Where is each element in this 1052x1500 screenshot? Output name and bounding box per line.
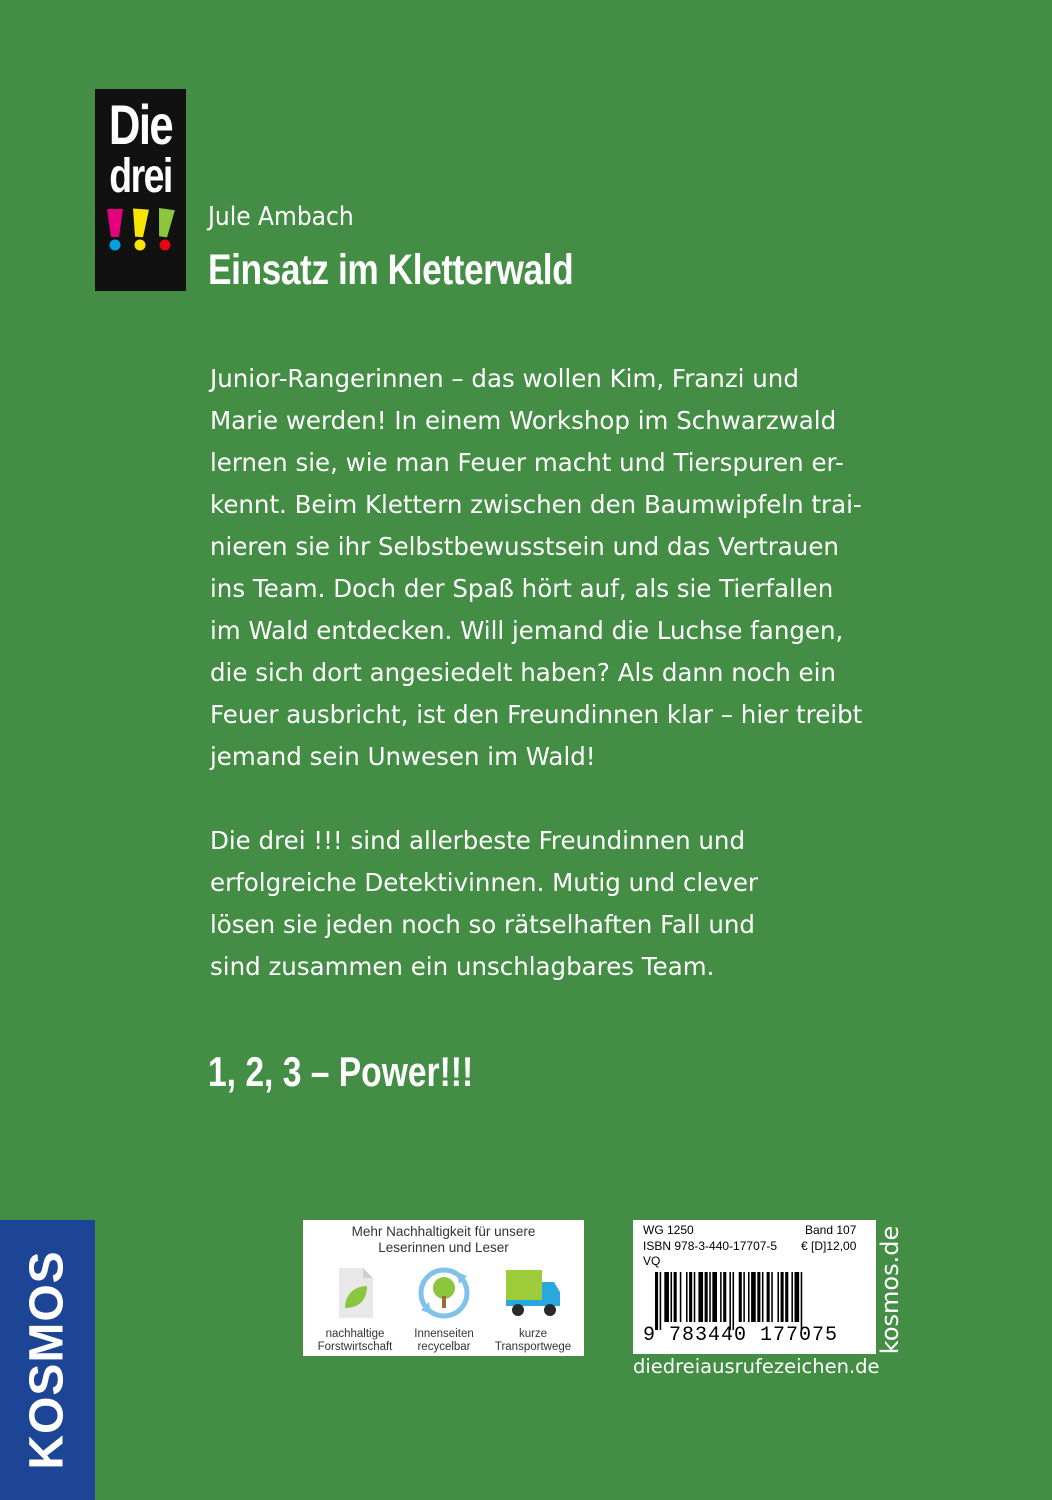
barcode-bar [664, 1272, 669, 1322]
barcode-bar [743, 1272, 745, 1322]
publisher-site: kosmos.de [876, 1225, 904, 1355]
barcode-bar [748, 1272, 750, 1322]
sustainability-item: Innenseiten recycelbar [398, 1266, 490, 1354]
sustainability-item: nachhaltige Forstwirtschaft [309, 1266, 401, 1354]
blurb-line: lernen sie, wie man Feuer macht und Tierspuren er- [210, 448, 844, 477]
sustainability-box [303, 1220, 584, 1356]
barcode-bar [767, 1272, 770, 1322]
barcode-bar [795, 1272, 800, 1322]
barcode-bar [698, 1272, 703, 1322]
barcode-bar [709, 1272, 711, 1322]
barcode-bar [720, 1272, 722, 1322]
blurb-line: nieren sie ihr Selbstbewusstsein und das Vertrauen [210, 532, 839, 561]
series-logo [95, 89, 186, 291]
barcode-bar [723, 1272, 726, 1322]
barcode-bar [686, 1272, 688, 1322]
barcode-bar [694, 1272, 696, 1322]
barcode-bar [757, 1272, 760, 1322]
barcode-bar [729, 1272, 731, 1330]
wg-code: WG 1250 [643, 1223, 694, 1237]
logo-word-die: Die [108, 93, 173, 156]
leaf-paper-icon [335, 1266, 375, 1320]
barcode-bar [671, 1272, 673, 1322]
barcode-bar [762, 1272, 764, 1322]
isbn: ISBN 978-3-440-17707-5 [643, 1239, 778, 1253]
series-paragraph [210, 820, 910, 988]
series-line: lösen sie jeden noch so rätselhaften Fall und [210, 910, 755, 939]
barcode-digits: 9 783440 177075 [643, 1324, 839, 1347]
barcode-bar [712, 1272, 717, 1322]
recycle-tree-icon [417, 1266, 471, 1320]
barcode-bar [739, 1272, 742, 1322]
publisher-name: KOSMOS [20, 1250, 74, 1470]
slogan: 1, 2, 3 – Power!!! [208, 1048, 474, 1095]
barcode-bars [655, 1272, 865, 1330]
barcode-bar [660, 1272, 662, 1330]
author-name: Jule Ambach [208, 202, 354, 232]
series-line: sind zusammen ein unschlagbares Team. [210, 952, 715, 981]
barcode-box [633, 1220, 876, 1354]
book-title: Einsatz im Kletterwald [208, 246, 574, 294]
blurb-line: im Wald entdecken. Will jemand die Luchse fangen, [210, 616, 844, 645]
price: € [D]12,00 [801, 1239, 857, 1253]
sustainability-item: kurze Transportwege [487, 1266, 579, 1354]
sustainability-heading: Mehr Nachhaltigkeit für unsere Leserinnen und Leser [351, 1224, 536, 1255]
barcode-bar [771, 1272, 773, 1322]
blurb-line: ins Team. Doch der Spaß hört auf, als sie Tierfallen [210, 574, 834, 603]
vq-code: VQ [643, 1254, 661, 1268]
barcode-bar [777, 1272, 779, 1322]
barcode-bar [751, 1272, 756, 1322]
exclamation-marks-icon [105, 207, 177, 251]
website-url: diedreiausrufezeichen.de [633, 1355, 880, 1378]
barcode-bar [781, 1272, 784, 1322]
series-line: Die drei !!! sind allerbeste Freundinnen und [210, 826, 745, 855]
blurb-line: Junior-Rangerinnen – das wollen Kim, Franzi und [210, 364, 799, 393]
barcode-bar [689, 1272, 692, 1322]
barcode-bar [674, 1272, 677, 1322]
barcode-bar [801, 1272, 803, 1330]
barcode-bar [655, 1272, 658, 1330]
publisher-logo [0, 1220, 95, 1500]
blurb-line: Marie werden! In einem Workshop im Schwarzwald [210, 406, 837, 435]
barcode-bar [705, 1272, 708, 1322]
barcode-bar [733, 1272, 735, 1330]
blurb-line: jemand sein Unwesen im Wald! [210, 742, 596, 771]
blurb-line: kennt. Beim Klettern zwischen den Baumwipfeln trai- [210, 490, 862, 519]
barcode-bar [791, 1272, 793, 1322]
barcode-bar [680, 1272, 682, 1322]
barcode-bar [785, 1272, 788, 1322]
volume-number: Band 107 [805, 1223, 857, 1237]
blurb-line: Feuer ausbricht, ist den Freundinnen klar – hier treibt [210, 700, 863, 729]
logo-word-drei: drei [109, 150, 172, 203]
truck-icon [504, 1266, 562, 1320]
blurb-line: die sich dort angesiedelt haben? Als dann noch ein [210, 658, 836, 687]
blurb-paragraph [210, 358, 910, 778]
series-line: erfolgreiche Detektivinnen. Mutig und clever [210, 868, 758, 897]
